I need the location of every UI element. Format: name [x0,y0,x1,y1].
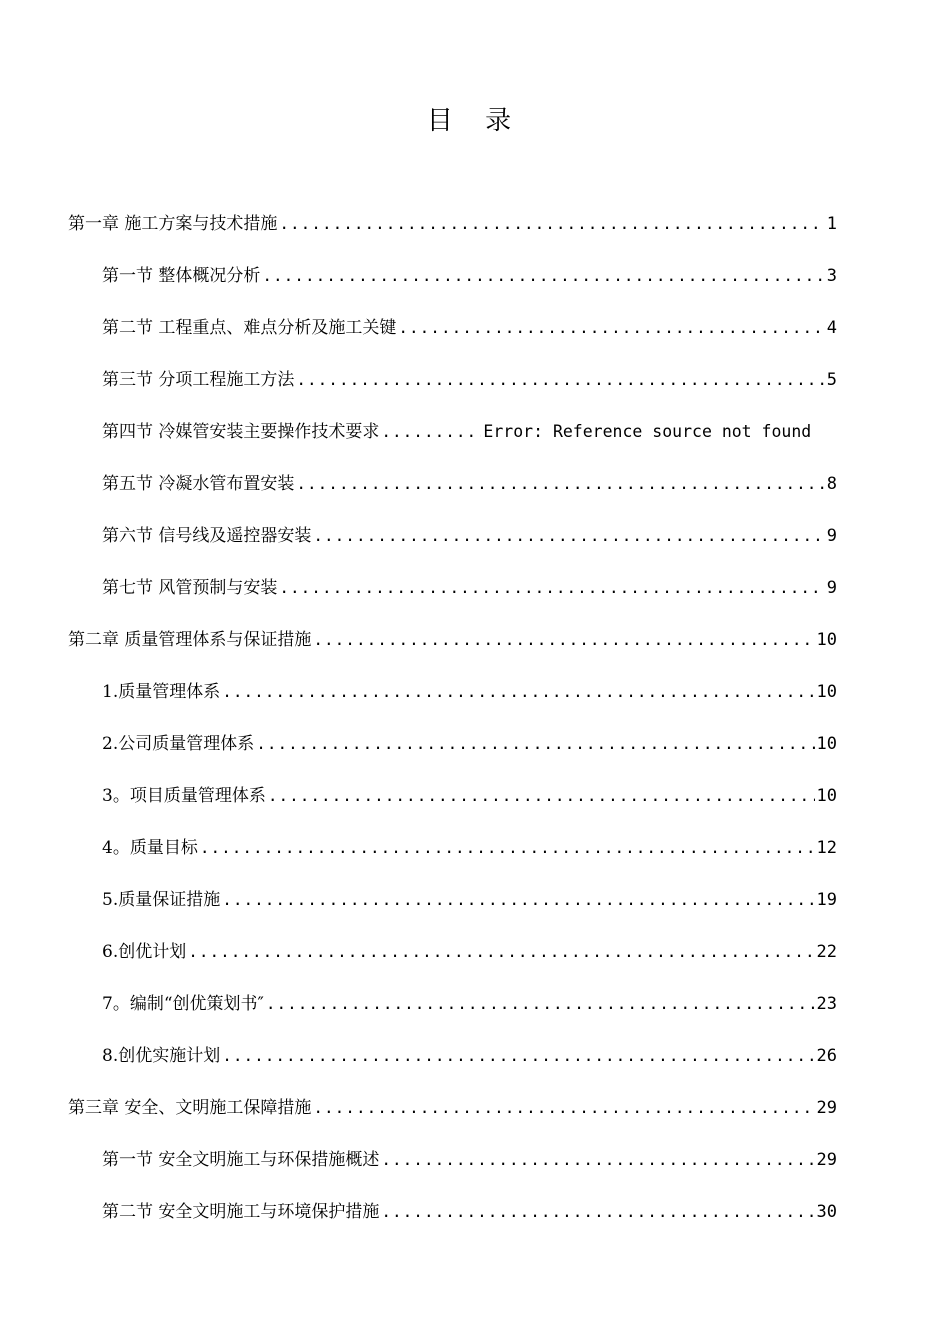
toc-page-number: 26 [816,1046,837,1066]
toc-page-number: 29 [816,1098,837,1118]
toc-page-number: 10 [816,682,837,702]
toc-entry-label: 7。编制“创优策划书″ [102,994,264,1014]
toc-leader-dots [313,626,814,654]
toc-page-number: 3 [826,266,837,286]
toc-entry-label: 1.质量管理体系 [102,682,221,702]
toc-page-number: 9 [826,526,837,546]
toc-entry-section[interactable] [102,262,837,290]
toc-leader-dots [381,1146,814,1174]
toc-entry-label: 第二节 工程重点、难点分析及施工关键 [102,318,397,338]
toc-leader-dots [222,678,814,706]
toc-page-number: 1 [826,214,837,234]
toc-entry-label: 2.公司质量管理体系 [102,734,255,754]
toc-leader-dots [313,522,824,550]
toc-entry-label: 第七节 风管预制与安装 [102,578,278,598]
toc-leader-dots [222,886,814,914]
toc-entry-label: 第四节 冷媒管安装主要操作技术要求 [102,422,380,442]
toc-page-number: 19 [816,890,837,910]
toc-entry-label: 第二章 质量管理体系与保证措施 [68,630,312,650]
toc-entry-label: 8.创优实施计划 [102,1046,221,1066]
toc-entry-label: 5.质量保证措施 [102,890,221,910]
toc-leader-dots [262,262,824,290]
toc-entry-chapter-2[interactable] [68,626,837,654]
toc-leader-dots [381,1198,814,1226]
toc-leader-dots [296,366,824,394]
toc-title: 目 录 [426,106,524,136]
toc-page-number: 4 [826,318,837,338]
toc-entry-section[interactable] [102,834,837,862]
toc-entry-section[interactable] [102,990,837,1018]
toc-leader-dots [279,210,824,238]
toc-entry-chapter-3[interactable] [68,1094,837,1122]
toc-entry-section[interactable] [102,522,837,550]
toc-entry-section[interactable] [102,886,837,914]
toc-page-number: 12 [816,838,837,858]
toc-entry-chapter-1[interactable] [68,210,837,238]
toc-leader-dots [398,314,824,342]
toc-page-number: 10 [816,734,837,754]
toc-entry-section[interactable] [102,1042,837,1070]
toc-leader-dots [381,418,481,446]
toc-leader-dots [296,470,824,498]
toc-entry-label: 第一章 施工方案与技术措施 [68,214,278,234]
toc-entry-label: 6.创优计划 [102,942,187,962]
toc-entry-section[interactable] [102,418,837,446]
toc-leader-dots [268,782,815,810]
toc-entry-section[interactable] [102,574,837,602]
toc-leader-dots [279,574,824,602]
toc-entry-label: 3。项目质量管理体系 [102,786,266,806]
toc-entry-label: 第六节 信号线及遥控器安装 [102,526,312,546]
toc-page-number: 5 [826,370,837,390]
toc-page-number: 29 [816,1150,837,1170]
toc-entry-section[interactable] [102,314,837,342]
toc-leader-dots [266,990,815,1018]
toc-entry-label: 第一节 安全文明施工与环保措施概述 [102,1150,380,1170]
toc-entry-section[interactable] [102,782,837,810]
toc-leader-dots [313,1094,814,1122]
toc-leader-dots [188,938,814,966]
toc-entry-section[interactable] [102,730,837,758]
toc-page-number: 9 [826,578,837,598]
toc-entry-section[interactable] [102,470,837,498]
toc-page-number: 22 [816,942,837,962]
toc-entry-section[interactable] [102,938,837,966]
toc-leader-dots [222,1042,814,1070]
toc-reference-error: Error: Reference source not found [483,422,812,441]
toc-entry-label: 第二节 安全文明施工与环境保护措施 [102,1202,380,1222]
toc-page-number: 10 [816,786,837,806]
toc-entry-label: 4。质量目标 [102,838,198,858]
toc-entry-label: 第五节 冷凝水管布置安装 [102,474,295,494]
toc-page-number: 30 [816,1202,837,1222]
toc-entry-label: 第三节 分项工程施工方法 [102,370,295,390]
toc-page-number: 23 [816,994,837,1014]
toc-entry-section[interactable] [102,1146,837,1174]
toc-page-number: 8 [826,474,837,494]
toc-leader-dots [200,834,815,862]
toc-entry-section[interactable] [102,366,837,394]
toc-entry-label: 第三章 安全、文明施工保障措施 [68,1098,312,1118]
toc-leader-dots [256,730,814,758]
toc-entry-label: 第一节 整体概况分析 [102,266,261,286]
toc-entry-section[interactable] [102,1198,837,1226]
toc-page-number: 10 [816,630,837,650]
toc-entry-section[interactable] [102,678,837,706]
